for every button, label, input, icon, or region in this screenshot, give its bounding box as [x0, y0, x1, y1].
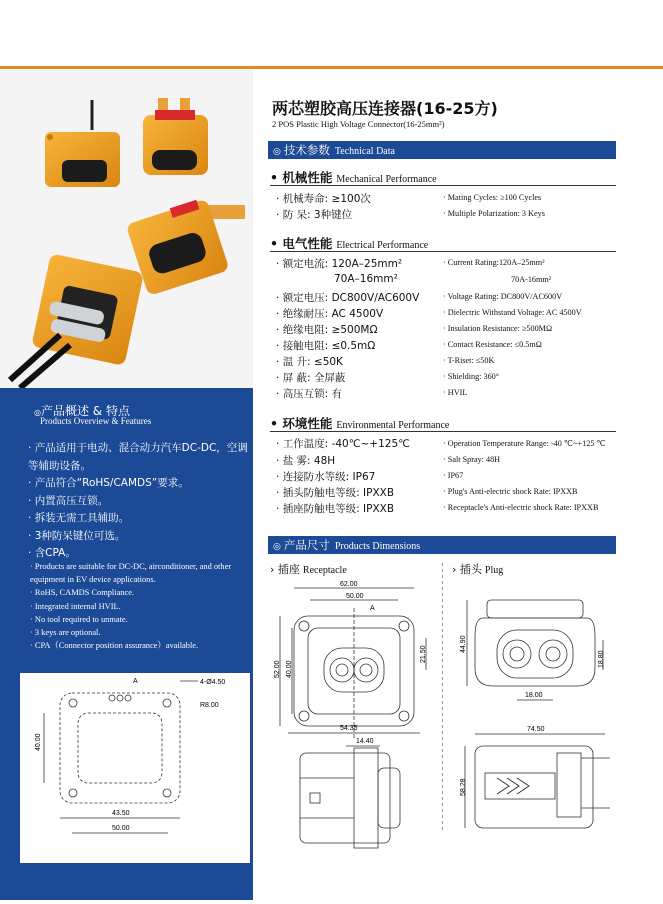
spec-row: · 盐 雾: 48H · Salt Spray: 48H [276, 453, 616, 469]
svg-text:52.00: 52.00 [274, 660, 281, 678]
panel-caption-en: Panel [117, 855, 136, 864]
svg-text:21.50: 21.50 [420, 645, 427, 663]
environmental-heading: • 环境性能 Environmental Performance [270, 416, 450, 431]
divider [270, 185, 616, 186]
panel-dim-radius: R8.00 [200, 702, 219, 709]
list-item: · 3 keys are optional. [30, 626, 250, 639]
technical-data-header: ◎ 技术参数 Technical Data [268, 141, 616, 159]
svg-text:44.90: 44.90 [460, 635, 467, 653]
svg-text:40.00: 40.00 [286, 660, 293, 678]
mechanical-heading: • 机械性能 Mechanical Performance [270, 170, 437, 185]
svg-text:74.50: 74.50 [527, 726, 545, 733]
list-item: · 内置高压互锁。 [28, 493, 248, 511]
svg-text:14.40: 14.40 [356, 738, 374, 745]
svg-text:62.00: 62.00 [340, 581, 358, 588]
divider [270, 251, 616, 252]
divider [270, 431, 616, 432]
page-title: 两芯塑胶高压连接器(16-25方) [272, 99, 498, 118]
list-item: · 含CPA。 [28, 545, 248, 563]
list-item: · Products are suitable for DC-DC, airconditioner, and other equipment in EV device applications. [30, 560, 250, 586]
svg-text:54.35: 54.35 [340, 725, 358, 732]
overview-en-list [30, 560, 250, 652]
panel-dim-holes: 4-Ø4.50 [200, 679, 226, 686]
panel-dim-width-outer: 50.00 [112, 825, 130, 832]
svg-text:A: A [370, 605, 375, 612]
receptacle-drawing [270, 578, 438, 900]
panel-dim-width-inner: 43.50 [112, 810, 130, 817]
spec-row: · 接触电阻: ≤0.5mΩ · Contact Resistance: ≤0.5mΩ [276, 338, 616, 354]
overview-title: ◎产品概述 & 特点 [34, 404, 130, 418]
spec-row: · 工作温度: -40℃~+125℃ · Operation Temperature Range: -40 ℃~+125 ℃ [276, 436, 616, 452]
panel-drawing [20, 673, 250, 863]
overview-panel [0, 388, 253, 900]
list-item: · No tool required to unmate. [30, 613, 250, 626]
list-item: · 产品符合“RoHS/CAMDS”要求。 [28, 475, 248, 493]
svg-text:18.00: 18.00 [525, 692, 543, 699]
panel-dim-height: 40.00 [35, 733, 42, 751]
svg-text:50.00: 50.00 [346, 593, 364, 600]
plug-label: › 插头 Plug [452, 563, 504, 576]
spec-row: · 连接防水等级: IP67 · IP67 [276, 469, 616, 485]
overview-subtitle: Products Overview & Features [40, 416, 152, 426]
svg-text:58.28: 58.28 [460, 778, 467, 796]
svg-text:18.80: 18.80 [598, 650, 605, 668]
product-photo [0, 70, 253, 388]
spec-row: · 屏 蔽: 全屏蔽 · Shielding: 360° [276, 370, 616, 386]
connector-image-4 [10, 253, 144, 388]
list-item: · 产品适用于电动、混合动力汽车DC-DC，空调等辅助设备。 [28, 440, 248, 475]
connector-image-3 [126, 199, 245, 297]
list-item: · RoHS, CAMDS Compliance. [30, 586, 250, 599]
spec-row: 70A–16mm² 70A-16mm² [334, 273, 552, 285]
spec-row: · 插头防触电等级: IPXXB · Plug's Anti-electric shock Rate: IPXXB [276, 485, 616, 501]
connector-image-2 [143, 98, 208, 175]
top-accent-line [0, 66, 663, 69]
spec-row: · 插座防触电等级: IPXXB · Receptacle's Anti-electric shock Rate: IPXXB [276, 501, 616, 517]
spec-row: · 绝缘电阻: ≥500MΩ · Insulation Resistance: ≥500MΩ [276, 322, 616, 338]
divider [442, 563, 443, 833]
spec-row: · 温 升: ≤50K · T-Riset: ≤50K [276, 354, 616, 370]
spec-row: · 额定电流: 120A–25mm² · Current Rating:120A–25mm² [276, 256, 616, 272]
receptacle-label: › 插座 Receptacle [270, 563, 347, 576]
list-item: · 3种防呆键位可选。 [28, 528, 248, 546]
spec-row: · 额定电压: DC800V/AC600V · Voltage Rating: DC800V/AC600V [276, 290, 616, 306]
spec-row: · 高压互锁: 有 · HVIL [276, 386, 616, 402]
list-item: · 拆装无需工具辅助。 [28, 510, 248, 528]
list-item: · Integrated internal HVIL. [30, 600, 250, 613]
spec-row: · 机械寿命: ≥100次 · Mating Cycles: ≥100 Cycles [276, 191, 616, 207]
spec-row: · 防 呆: 3种键位 · Multiple Polarization: 3 Keys [276, 207, 616, 223]
spec-row: · 绝缘耐压: AC 4500V · Dielectric Withstand Voltage: AC 4500V [276, 306, 616, 322]
connector-image-1 [45, 132, 120, 187]
list-item: · CPA（Connector position assurance）available. [30, 639, 250, 652]
dimensions-header: ◎ 产品尺寸 Products Dimensions [268, 536, 616, 554]
page-subtitle: 2 POS Plastic High Voltage Connector(16-25mm²) [272, 119, 445, 129]
electrical-heading: • 电气性能 Electrical Performance [270, 236, 429, 251]
overview-cn-list [28, 440, 248, 563]
panel-caption: 安装面板 [106, 846, 147, 857]
panel-dim-a: A [133, 678, 138, 685]
plug-drawing [445, 578, 615, 900]
